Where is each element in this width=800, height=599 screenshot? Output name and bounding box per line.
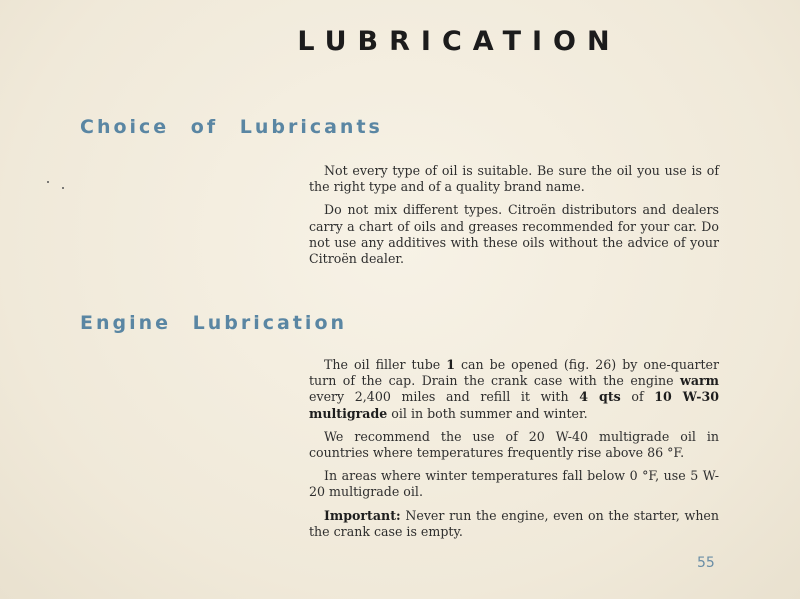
bold-text: 1 [446, 357, 455, 372]
paper-speck [47, 181, 49, 183]
paper-speck [62, 187, 64, 189]
text-run: The oil filler tube [324, 357, 447, 372]
paragraph [309, 202, 719, 267]
bold-text: 10 W-30 multigrade [309, 389, 719, 421]
text-run: Never run the engine, even on the starter, when the crank case is empty. [309, 507, 719, 539]
text-run: In areas where winter temperatures fall below 0 °F, use 5 W-20 multigrade oil. [309, 468, 719, 500]
page-title: LUBRICATION [297, 26, 621, 57]
section-heading-choice-of-lubricants: Choice of Lubricants [80, 116, 383, 138]
text-run: Not every type of oil is suitable. Be sure the oil you use is of the right type and of a quality brand name. [309, 163, 719, 195]
section-heading-engine-lubrication: Engine Lubrication [80, 312, 348, 334]
paragraph [309, 508, 719, 540]
paragraph [309, 357, 719, 422]
page-number: 55 [697, 555, 715, 571]
section-body-engine-lubrication [309, 357, 719, 547]
text-run: of [620, 389, 655, 405]
text-run: oil in both summer and winter. [387, 405, 588, 421]
paragraph [309, 163, 719, 195]
bold-text: warm [680, 373, 719, 389]
text-run: Do not mix different types. Citroën distributors and dealers carry a chart of oils and greases recommended for your car. Do not use any additives with these oils without the advice of your Citroën dealer. [309, 202, 719, 267]
paragraph [309, 468, 719, 500]
text-run: We recommend the use of 20 W-40 multigrade oil in countries where temperatures frequently rise above 86 °F. [309, 428, 719, 461]
paragraph [309, 429, 719, 461]
bold-text: Important: [324, 507, 401, 523]
bold-text: 4 qts [579, 389, 621, 405]
text-run: every 2,400 miles and refill it with [309, 389, 580, 405]
text-run: can be opened (fig. 26) by one-quarter turn of the cap. Drain the crank case with the engine [309, 357, 720, 389]
section-body-choice-of-lubricants [309, 163, 719, 274]
